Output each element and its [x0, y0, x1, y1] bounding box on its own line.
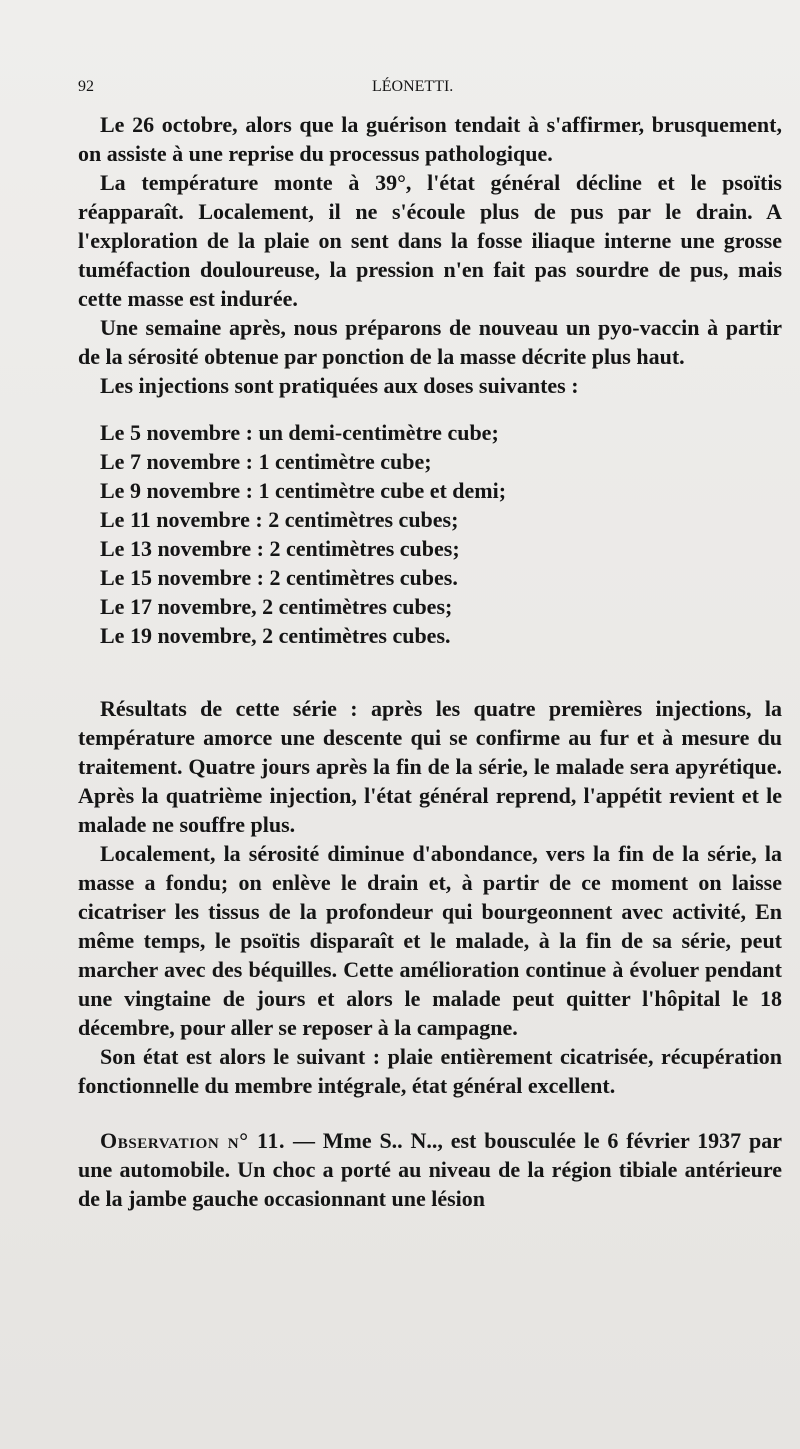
- observation-gap: [78, 1100, 782, 1126]
- dose-item: Le 11 novembre : 2 centimètres cubes;: [100, 507, 459, 532]
- main-text: [78, 70, 782, 1213]
- paragraph-results: Résultats de cette série : après les quatre premières injections, la température amorce une descente qui se confirme au fur et à mesure du traitement. Quatre jours après la fin de la série, le malade sera apyrétique. Après la quatrième injection, l'état général reprend, l'appétit revient et le malade ne souffre plus.: [78, 696, 782, 837]
- dose-item: Le 13 novembre : 2 centimètres cubes;: [100, 536, 460, 561]
- paragraph-temperature: La température monte à 39°, l'état général décline et le psoïtis réapparaît. Localement, il ne s'écoule plus de pus par le drain. A l'exploration de la plaie on sent dans la fosse iliaque interne une grosse tuméfaction douloureuse, la pression n'en fait pas sourdre de pus, mais cette masse est indurée.: [78, 170, 782, 311]
- dose-item: Le 7 novembre : 1 centimètre cube;: [100, 449, 432, 474]
- dose-item: Le 19 novembre, 2 centimètres cubes.: [100, 623, 451, 648]
- paragraph-pyo-vaccin: Une semaine après, nous préparons de nouveau un pyo-vaccin à partir de la sérosité obtenue par ponction de la masse décrite plus haut.: [78, 315, 782, 369]
- running-title: LÉONETTI.: [372, 78, 454, 95]
- paragraph-injections-intro: Les injections sont pratiquées aux doses suivantes :: [100, 373, 579, 398]
- paragraph-final-status: Son état est alors le suivant : plaie entièrement cicatrisée, récupération fonctionnelle du membre intégrale, état général excellent.: [78, 1044, 782, 1098]
- observation-paragraph: [78, 1126, 782, 1213]
- paragraph-local-evolution: Localement, la sérosité diminue d'abondance, vers la fin de la série, la masse a fondu; on enlève le drain et, à partir de ce moment on laisse cicatriser les tissus de la profondeur qui bourgeonnent avec activité, En même temps, le psoïtis disparaît et le malade, à la fin de sa série, peut marcher avec des béquilles. Cette amélioration continue à évoluer pendant une vingtaine de jours et alors le malade peut quitter l'hôpital le 18 décembre, pour aller se reposer à la campagne.: [78, 841, 782, 1040]
- observation-text: — Mme S.. N.., est bousculée le 6 février 1937 par une automobile. Un choc a porté au niveau de la région tibiale antérieure de la jambe gauche occasionnant une lésion: [78, 1128, 782, 1211]
- dose-item: Le 15 novembre : 2 centimètres cubes.: [100, 565, 458, 590]
- section-gap: [78, 668, 782, 694]
- dose-item: Le 5 novembre : un demi-centimètre cube;: [100, 420, 499, 445]
- dose-item: Le 17 novembre, 2 centimètres cubes;: [100, 594, 453, 619]
- paragraph-opening: Le 26 octobre, alors que la guérison tendait à s'affirmer, brusquement, on assiste à une reprise du processus pathologique.: [78, 112, 782, 166]
- observation-label: Observation n° 11.: [100, 1128, 286, 1153]
- dose-item: Le 9 novembre : 1 centimètre cube et demi;: [100, 478, 507, 503]
- page-number: 92: [78, 78, 94, 95]
- dose-list: [100, 418, 782, 650]
